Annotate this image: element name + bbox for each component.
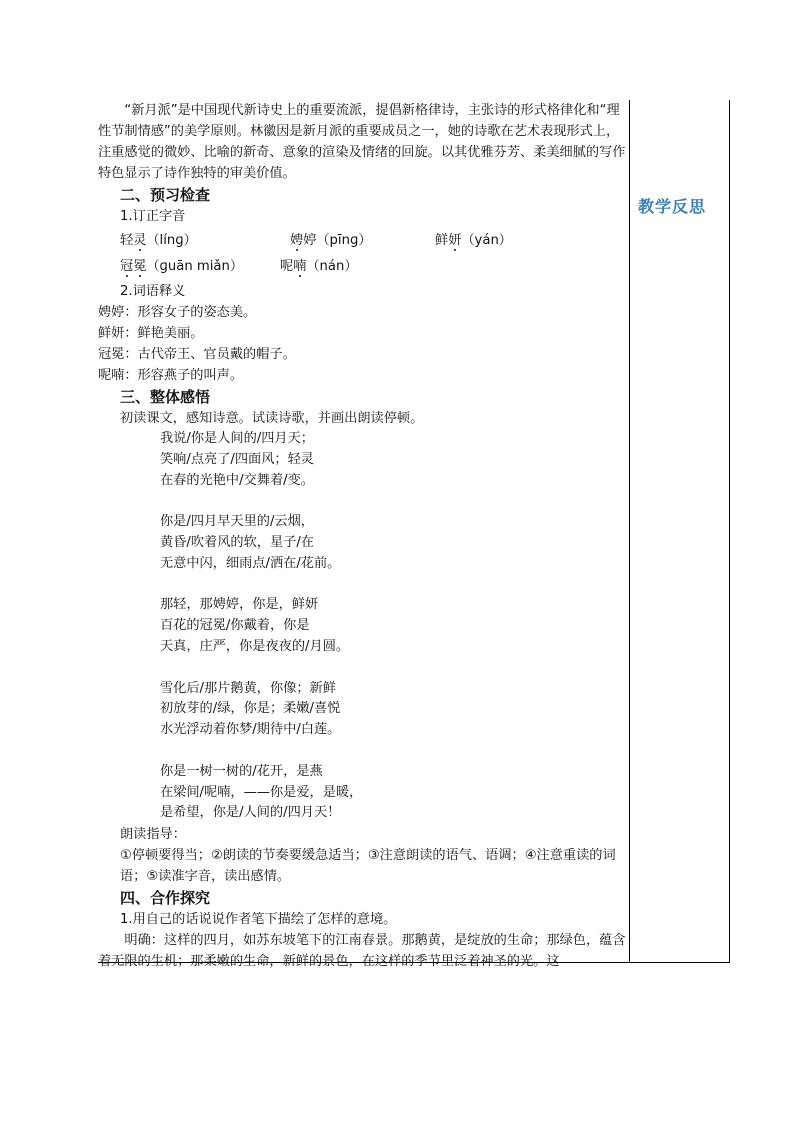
pinyin-item: 呢喃（nán） [280,258,358,274]
poem-line: 我说/你是人间的/四月天； [160,431,314,446]
poem-line: 笑响/点亮了/四面风；轻灵 [160,451,314,467]
subheading-definitions: 2.词语释义 [120,284,186,299]
section-heading-cooperative: 四、合作探究 [120,889,211,908]
poem-line: 无意中闪，细雨点/洒在/花前。 [160,555,341,571]
poem-line: 水光浮动着你梦/期待中/白莲。 [160,722,341,738]
poem-line: 那轻，那娉婷，你是，鲜妍 [160,597,319,613]
lesson-content [98,100,626,972]
section-heading-preview: 二、预习检查 [120,186,211,204]
section-heading-overall: 三、整体感悟 [120,388,211,406]
definition-item: 冠冕：古代帝王、官员戴的帽子。 [98,347,296,362]
pinyin-row-1 [98,227,626,253]
pinyin-item: 娉婷（pīnɡ） [290,232,372,248]
poem-line: 在梁间/呢喃，——你是爱，是暖， [160,784,363,800]
intro-paragraph: “新月派”是中国现代新诗史上的重要流派，提倡新格律诗，主张诗的形式格律化和“理性节制情感”的美学原则。林徽因是新月派的重要成员之一，她的诗歌在艺术表现形式上，注重感觉的微妙、比喻的新奇、意象的渲染及情绪的回旋。以其优雅芬芳、柔美细腻的写作特色显示了诗作独特的审美价值。 [98,103,626,181]
poem-line: 雪化后/那片鹅黄，你像；新鲜 [160,680,336,696]
pinyin-row-2 [98,253,626,279]
poem-line: 百花的冠冕/你戴着，你是 [160,618,310,634]
reading-guide-text: ①停顿要得当；②朗读的节奏要缓急适当；③注意朗读的语气、语调；④注意重读的词语；⑤读准字音，读出感情。 [120,848,616,885]
poem-line: 你是一树一树的/花开，是燕 [160,763,323,779]
definition-item: 鲜妍：鲜艳美丽。 [98,326,204,341]
definition-item: 娉婷：形容女子的姿态美。 [98,305,257,320]
poem-line: 黄昏/吹着风的软，星子/在 [160,534,314,550]
subheading-pronunciation: 1.订正字音 [120,209,186,224]
table-border-left-column [629,100,630,962]
poem-line: 你是/四月早天里的/云烟， [160,514,314,530]
reading-instruction: 初读课文，感知诗意。试读诗歌，并画出朗读停顿。 [120,411,424,426]
poem-line: 天真，庄严，你是夜夜的/月圆。 [160,638,350,654]
teaching-reflection-title: 教学反思 [638,197,707,216]
pinyin-item: 鲜妍（yán） [435,232,512,248]
poem-line: 是希望，你是/人间的/四月天！ [160,805,341,821]
definition-item: 呢喃：形容燕子的叫声。 [98,368,244,383]
pinyin-item: 冠冕（ɡuān miǎn） [120,258,244,274]
reading-guide-label: 朗读指导： [120,827,186,843]
poem-line: 初放芽的/绿，你是；柔嫩/喜悦 [160,701,341,717]
answer-paragraph: 明确：这样的四月，如苏东坡笔下的江南春景。那鹅黄，是绽放的生命；那绿色，蕴含着无限的生机；那柔嫩的生命，新鲜的景色，在这样的季节里泛着神圣的光。这 [98,933,626,970]
pinyin-item: 轻灵（lí‌nɡ） [120,232,197,248]
table-border-right [729,100,730,962]
poem-line: 在春的光艳中/交舞着/变。 [160,472,314,488]
poem [98,429,626,824]
question-1: 1.用自己的话说说作者笔下描绘了怎样的意境。 [120,912,397,928]
